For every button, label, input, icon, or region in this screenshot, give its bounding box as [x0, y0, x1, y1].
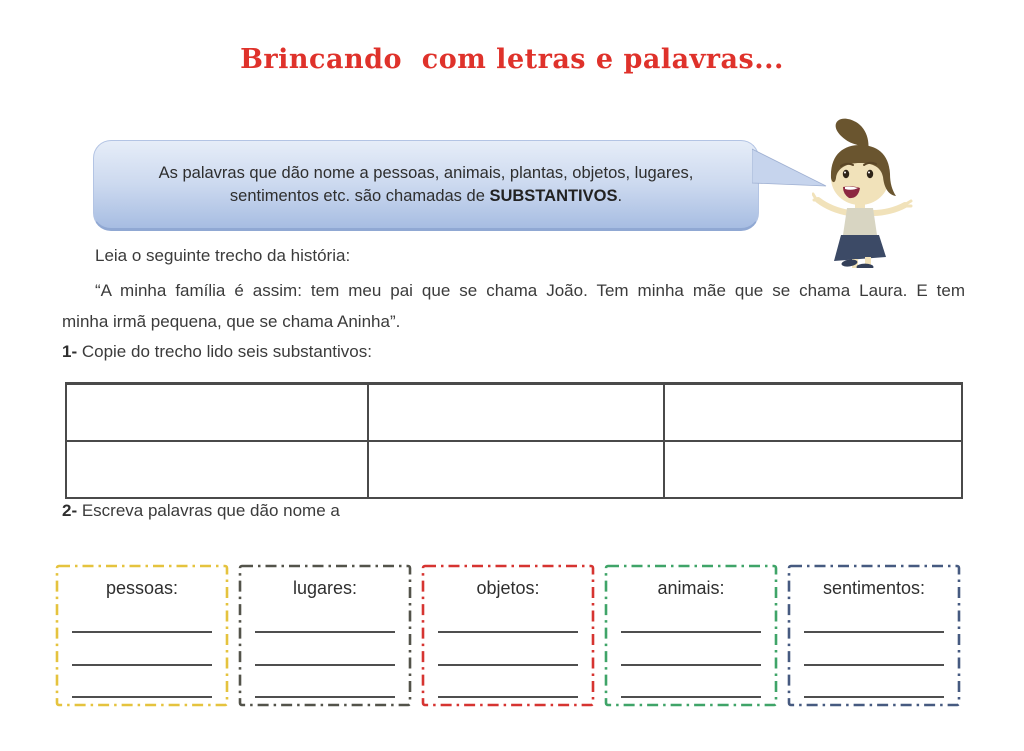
writing-line[interactable]	[438, 664, 578, 666]
writing-line[interactable]	[438, 631, 578, 633]
substantivos-keyword: SUBSTANTIVOS	[489, 186, 618, 205]
writing-line[interactable]	[804, 696, 944, 698]
writing-line[interactable]	[72, 664, 212, 666]
story-excerpt-line1: “A minha família é assim: tem meu pai que se chama João. Tem minha mãe que se chama Laura. E tem	[95, 281, 965, 300]
writing-line[interactable]	[621, 696, 761, 698]
writing-line[interactable]	[255, 664, 395, 666]
writing-line[interactable]	[255, 696, 395, 698]
noun-table-cell[interactable]	[67, 385, 369, 442]
nouns-table	[65, 382, 963, 499]
girl-mascot	[812, 116, 916, 273]
noun-table-cell[interactable]	[665, 442, 961, 497]
category-box-pessoas	[55, 564, 229, 707]
question-1: 1- Copie do trecho lido seis substantivos:	[62, 342, 372, 361]
question-1-number: 1-	[62, 342, 78, 361]
page-title: Brincando com letras e palavras...	[240, 44, 784, 75]
writing-line[interactable]	[72, 631, 212, 633]
question-2-number: 2-	[62, 501, 78, 520]
noun-table-cell[interactable]	[67, 442, 369, 497]
writing-line[interactable]	[804, 631, 944, 633]
writing-line[interactable]	[438, 696, 578, 698]
girl-mascot-illustration	[812, 116, 916, 268]
category-boxes	[55, 564, 961, 707]
read-prompt: Leia o seguinte trecho da história:	[95, 246, 351, 265]
speech-bubble-text: As palavras que dão nome a pessoas, animais, plantas, objetos, lugares, sentimentos etc. são chamadas de SUBSTANTIVOS.	[158, 163, 694, 205]
noun-table-cell[interactable]	[369, 442, 666, 497]
writing-line[interactable]	[255, 631, 395, 633]
category-box-objetos	[421, 564, 595, 707]
writing-line[interactable]	[804, 664, 944, 666]
category-box-sentimentos	[787, 564, 961, 707]
category-label: lugares:	[292, 578, 358, 598]
category-label: pessoas:	[105, 578, 179, 598]
noun-table-cell[interactable]	[665, 385, 961, 442]
category-label: animais:	[657, 578, 725, 598]
noun-table-cell[interactable]	[369, 385, 666, 442]
writing-line[interactable]	[621, 631, 761, 633]
category-label: sentimentos:	[822, 578, 926, 598]
speech-bubble	[93, 140, 759, 231]
category-label: objetos:	[476, 578, 540, 598]
category-box-lugares	[238, 564, 412, 707]
writing-line[interactable]	[621, 664, 761, 666]
question-2: 2- Escreva palavras que dão nome a	[62, 501, 340, 520]
category-box-animais	[604, 564, 778, 707]
story-excerpt-line2: minha irmã pequena, que se chama Aninha”.	[62, 312, 401, 331]
writing-line[interactable]	[72, 696, 212, 698]
